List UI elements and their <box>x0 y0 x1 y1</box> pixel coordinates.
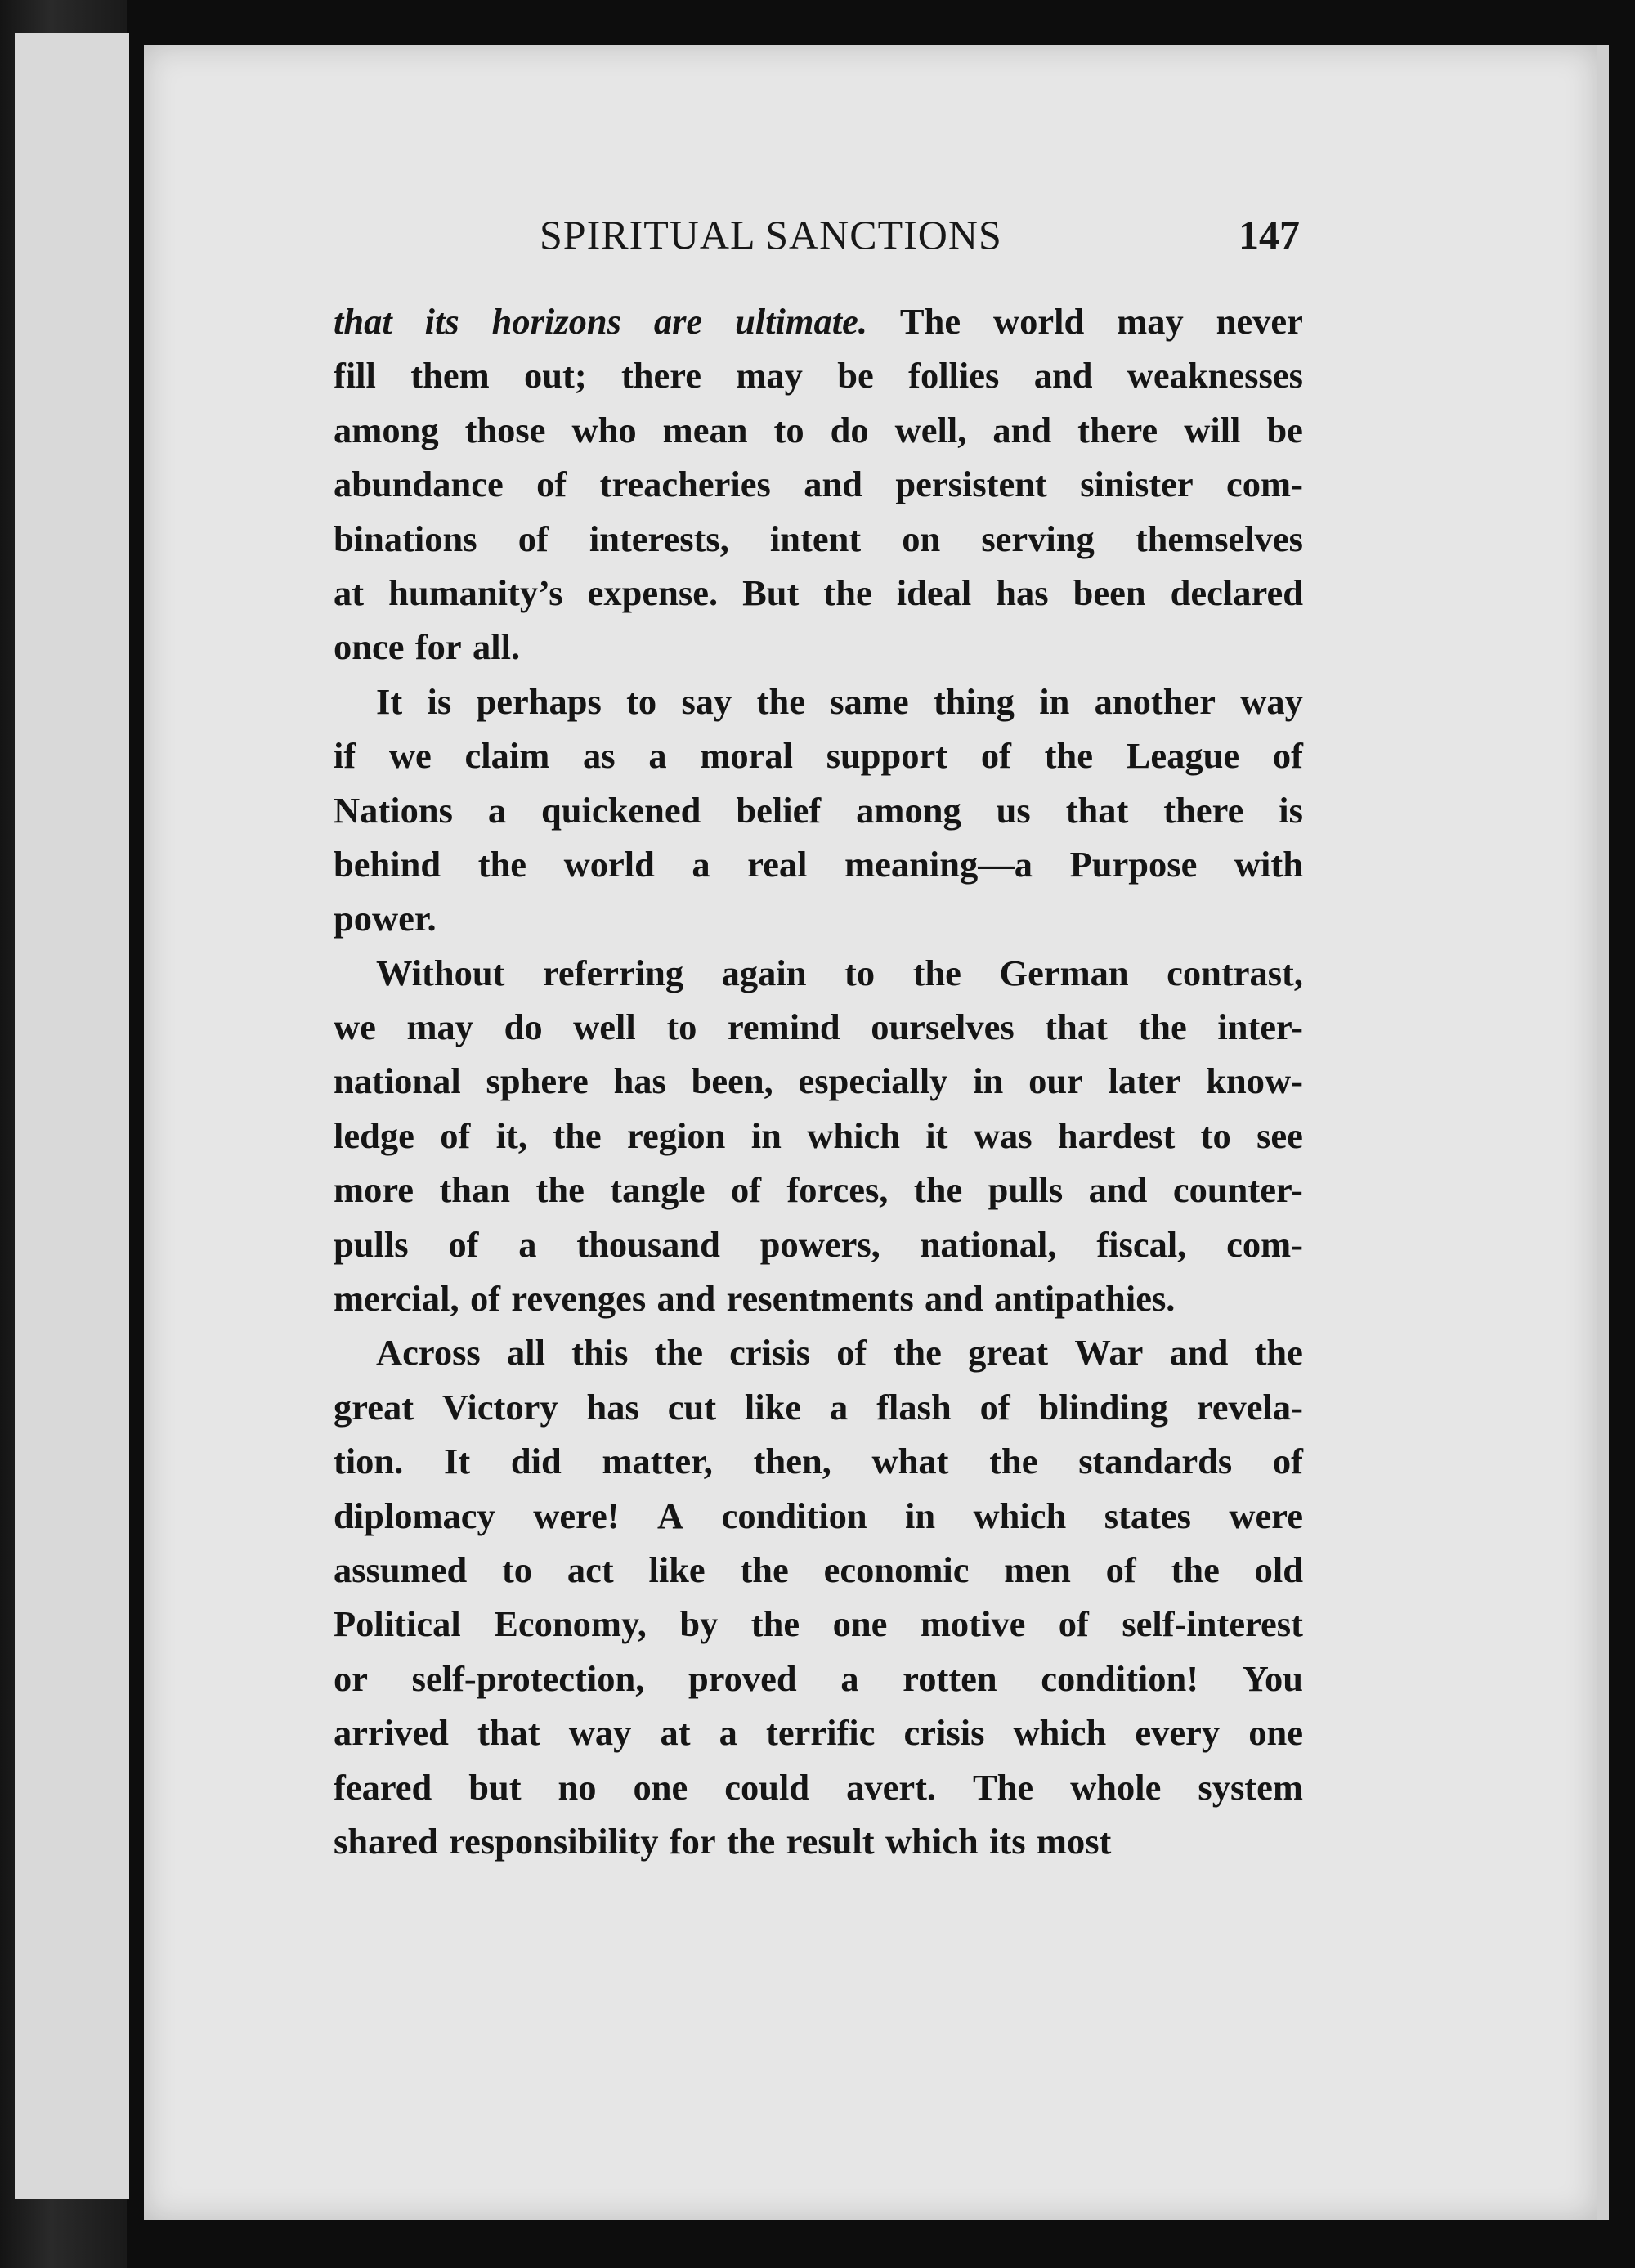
facing-page-edge <box>15 33 129 2199</box>
body-text <box>334 294 1303 1868</box>
running-head: SPIRITUAL SANCTIONS <box>540 212 1002 258</box>
text-line: Without referring again to the German contrast, <box>376 952 1303 993</box>
text-line: among those who mean to do well, and there will be <box>334 409 1303 450</box>
text-line: that its horizons are ultimate. The world may never <box>334 301 1303 342</box>
text-line: Political Economy, by the one motive of self-interest <box>334 1603 1303 1645</box>
text-line: feared but no one could avert. The whole system <box>334 1766 1303 1808</box>
text-line: shared responsibility for the result which its most <box>334 1820 1112 1862</box>
text-line: fill them out; there may be follies and weaknesses <box>334 355 1303 397</box>
page-right-edge <box>1597 45 1609 2220</box>
text-line: pulls of a thousand powers, national, fiscal, com- <box>334 1223 1303 1265</box>
text-line: It is perhaps to say the same thing in another way <box>376 680 1303 722</box>
text-line: assumed to act like the economic men of the old <box>334 1549 1303 1590</box>
text-line: binations of interests, intent on serving themselves <box>334 518 1303 559</box>
text-line: diplomacy were! A condition in which states were <box>334 1495 1303 1536</box>
text-line: Across all this the crisis of the great War and the <box>376 1332 1303 1374</box>
text-line: national sphere has been, especially in our later know- <box>334 1060 1303 1102</box>
text-line: tion. It did matter, then, what the standards of <box>334 1441 1303 1482</box>
text-line: abundance of treacheries and persistent sinister com- <box>334 464 1303 505</box>
text-line: power. <box>334 898 437 939</box>
text-line: more than the tangle of forces, the pulls and counter- <box>334 1169 1303 1211</box>
page-header <box>540 211 1300 260</box>
text-line: arrived that way at a terrific crisis which every one <box>334 1712 1303 1754</box>
text-line: ledge of it, the region in which it was hardest to see <box>334 1114 1303 1156</box>
text-line: Nations a quickened belief among us that there is <box>334 789 1303 831</box>
text-line: if we claim as a moral support of the League of <box>334 735 1303 777</box>
text-line: mercial, of revenges and resentments and antipathies. <box>334 1278 1176 1320</box>
text-line: great Victory has cut like a flash of blinding revela- <box>334 1386 1303 1428</box>
text-line: once for all. <box>334 626 521 668</box>
text-line: behind the world a real meaning—a Purpose with <box>334 843 1303 885</box>
text-line: we may do well to remind ourselves that the inter- <box>334 1006 1303 1048</box>
page-number: 147 <box>1239 212 1300 258</box>
text-line: or self-protection, proved a rotten condition! You <box>334 1657 1303 1699</box>
text-line: at humanity’s expense. But the ideal has been declared <box>334 571 1303 613</box>
